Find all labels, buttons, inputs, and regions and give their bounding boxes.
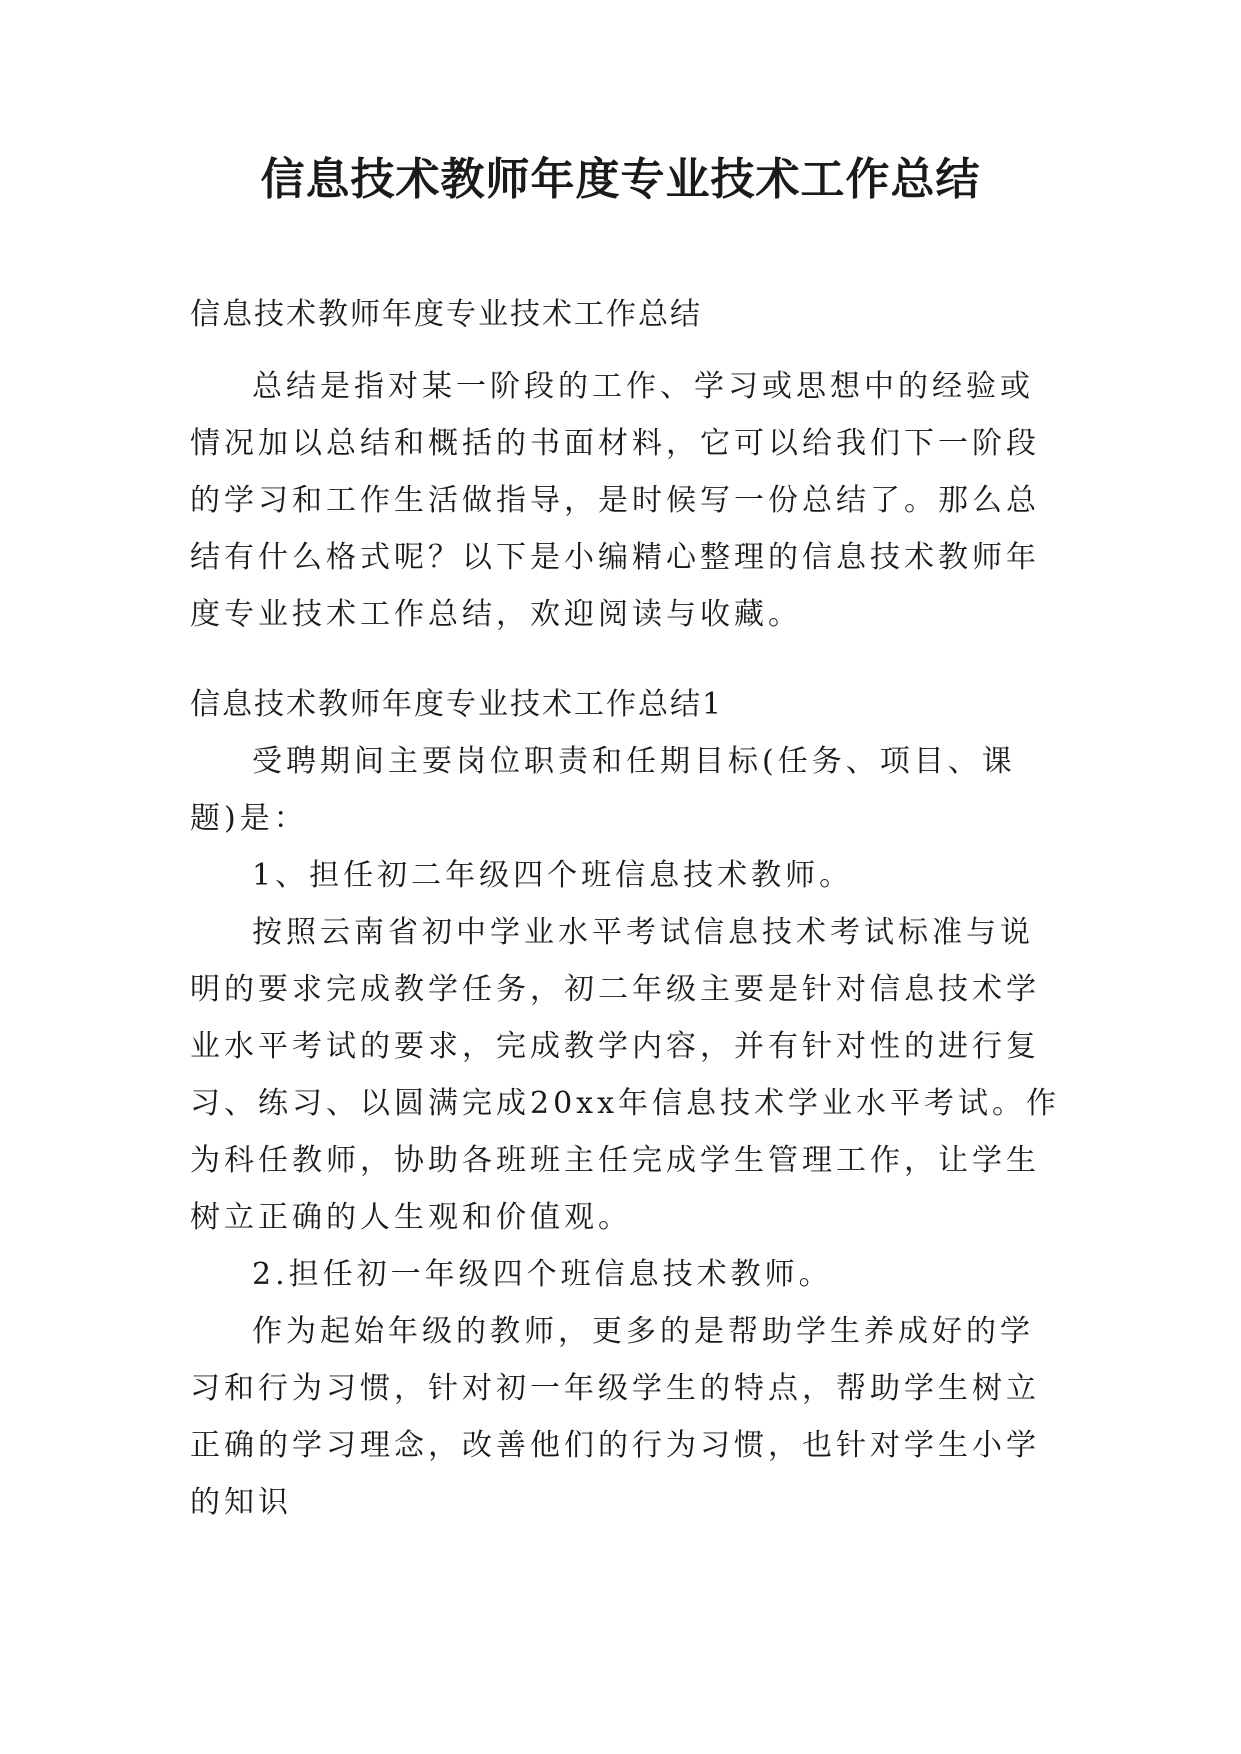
item-1-paragraph: 按照云南省初中学业水平考试信息技术考试标准与说明的要求完成教学任务，初二年级主要是针对信息技术学业水平考试的要求，完成教学内容，并有针对性的进行复习、练习、以圆满完成20xx年信息技术学业水平考试。作为科任教师，协助各班班主任完成学生管理工作，让学生树立正确的人生观和价值观。 xyxy=(190,915,1061,1235)
item-2-paragraph: 作为起始年级的教师，更多的是帮助学生养成好的学习和行为习惯，针对初一年级学生的特点，帮助学生树立正确的学习理念，改善他们的行为习惯，也针对学生小学的知识 xyxy=(190,1314,1040,1520)
intro-block xyxy=(190,358,1060,643)
section-1-block xyxy=(190,676,1060,1531)
item-2-heading: 2.担任初一年级四个班信息技术教师。 xyxy=(252,1257,833,1292)
document-title: 信息技术教师年度专业技术工作总结 xyxy=(260,154,981,205)
section-heading: 信息技术教师年度专业技术工作总结1 xyxy=(190,687,724,722)
item-1-heading: 1、担任初二年级四个班信息技术教师。 xyxy=(252,858,854,893)
duty-paragraph: 受聘期间主要岗位职责和任期目标(任务、项目、课题)是： xyxy=(190,744,1016,836)
intro-paragraph: 总结是指对某一阶段的工作、学习或思想中的经验或情况加以总结和概括的书面材料，它可以给我们下一阶段的学习和工作生活做指导，是时候写一份总结了。那么总结有什么格式呢？以下是小编精心整理的信息技术教师年度专业技术工作总结，欢迎阅读与收藏。 xyxy=(190,369,1040,632)
document-subtitle: 信息技术教师年度专业技术工作总结 xyxy=(190,297,702,332)
